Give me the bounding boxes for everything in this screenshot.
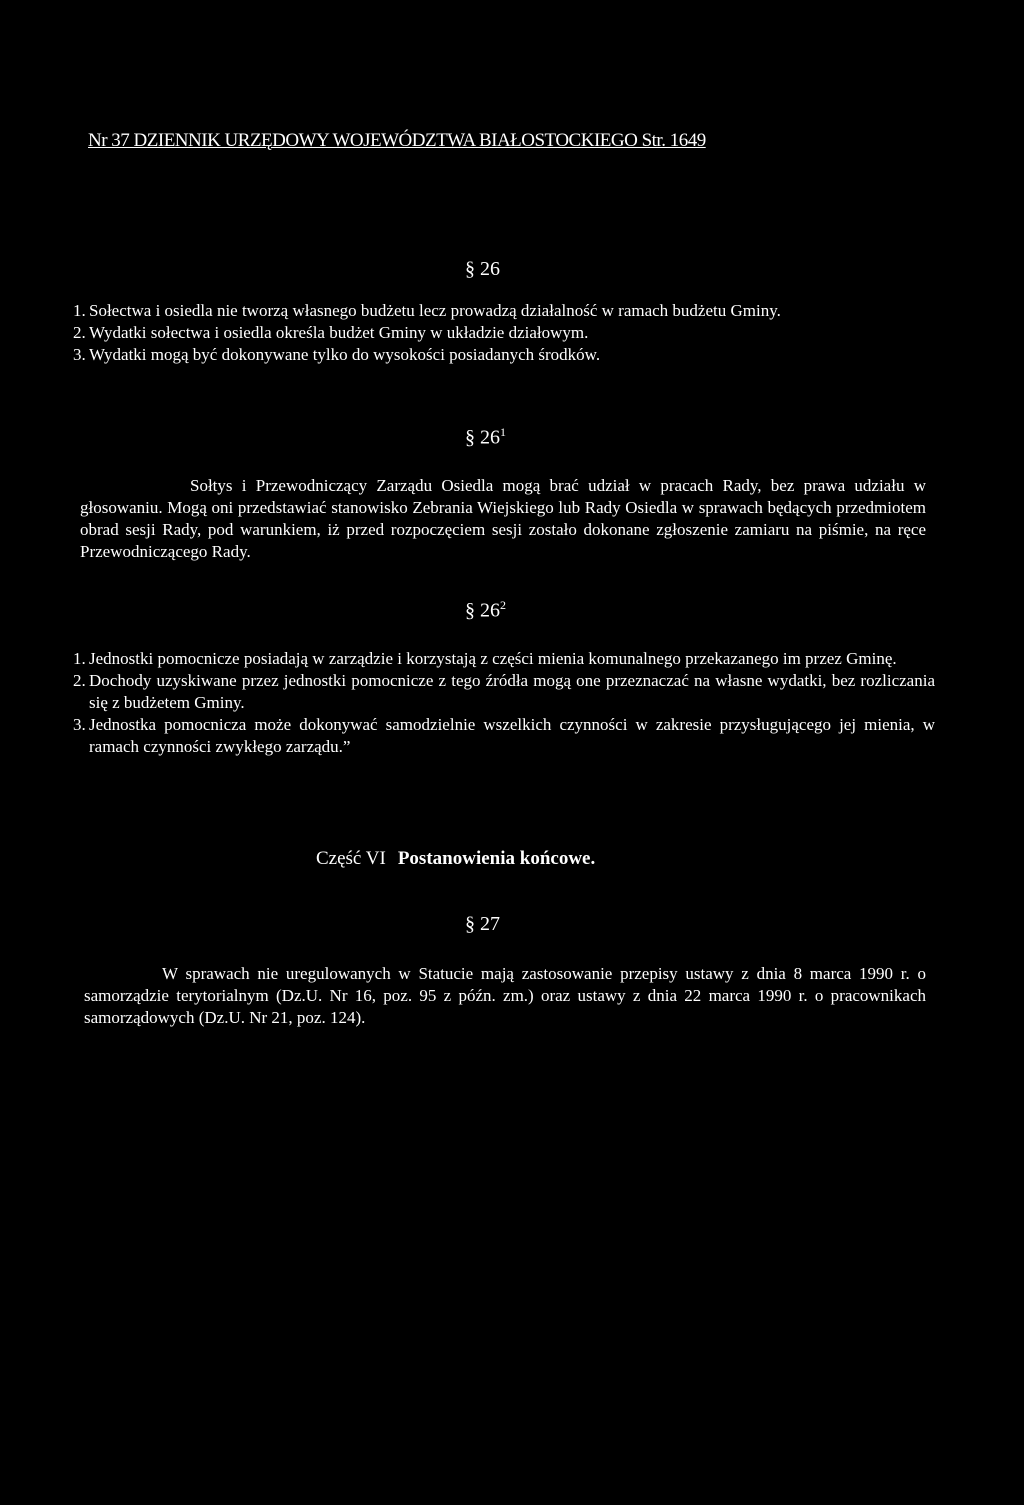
section-26-sign-text: § 26 <box>465 258 500 280</box>
item-number: 2. <box>73 323 86 342</box>
part-vi-heading <box>316 848 595 870</box>
section-27-sign <box>465 913 500 936</box>
item-number: 1. <box>73 649 86 668</box>
section-26-1-sign-text: § 26 <box>465 426 500 449</box>
item-number: 3. <box>73 715 86 734</box>
part-vi-title: Postanowienia końcowe. <box>397 848 596 869</box>
item-number: 1. <box>73 301 86 320</box>
item-text: Wydatki sołectwa i osiedla określa budżet Gminy w układzie działowym. <box>89 323 589 342</box>
section-26-item-3 <box>75 344 935 366</box>
section-26-1-sign <box>465 425 506 450</box>
item-text: Jednostka pomocnicza może dokonywać samodzielnie wszelkich czynności w zakresie przysługującego jej mienia, w ramach czynności zwykłego zarządu.” <box>89 715 935 756</box>
section-27-sign-text: § 27 <box>465 913 500 935</box>
item-text: Wydatki mogą być dokonywane tylko do wysokości posiadanych środków. <box>89 345 601 364</box>
section-26-item-1 <box>75 300 935 322</box>
page-header: Nr 37 DZIENNIK URZĘDOWY WOJEWÓDZTWA BIAŁOSTOCKIEGO Str. 1649 <box>88 130 706 151</box>
section-26-2-item-1 <box>75 648 935 670</box>
item-number: 2. <box>73 671 86 690</box>
item-number: 3. <box>73 345 86 364</box>
section-26-list <box>75 300 935 366</box>
section-26-item-2 <box>75 322 935 344</box>
section-26-2-list <box>75 648 935 758</box>
section-26-2-item-3 <box>75 714 935 758</box>
section-26-2-item-2 <box>75 670 935 714</box>
part-vi-label: Część VI <box>316 848 386 869</box>
section-26-2-sup: 2 <box>500 598 506 612</box>
section-27-text: W sprawach nie uregulowanych w Statucie mają zastosowanie przepisy ustawy z dnia 8 marca 1990 r. o samorządzie terytorialnym (Dz.U. Nr 16, poz. 95 z późn. zm.) oraz ustawy z dnia 22 marca 1990 r. o pracownikach samorządowych (Dz.U. Nr 21, poz. 124). <box>84 964 926 1027</box>
item-text: Dochody uzyskiwane przez jednostki pomocnicze z tego źródła mogą one przeznaczać na własne wydatki, bez rozliczania się z budżetem Gminy. <box>89 671 935 712</box>
section-26-1-text: Sołtys i Przewodniczący Zarządu Osiedla mogą brać udział w pracach Rady, bez prawa udziału w głosowaniu. Mogą oni przedstawiać stanowisko Zebrania Wiejskiego lub Rady Osiedla w sprawach będących przedmiotem obrad sesji Rady, pod warunkiem, iż przed rozpoczęciem sesji zostało dokonane zgłoszenie zamiaru na piśmie, na ręce Przewodniczącego Rady. <box>80 476 926 561</box>
item-text: Jednostki pomocnicze posiadają w zarządzie i korzystają z części mienia komunalnego przekazanego im przez Gminę. <box>89 649 897 668</box>
section-26-sign <box>465 258 500 281</box>
section-26-1-sup: 1 <box>500 425 506 439</box>
section-26-2-sign-text: § 26 <box>465 599 500 622</box>
item-text: Sołectwa i osiedla nie tworzą własnego budżetu lecz prowadzą działalność w ramach budżetu Gminy. <box>89 301 781 320</box>
section-26-2-sign <box>465 598 506 623</box>
